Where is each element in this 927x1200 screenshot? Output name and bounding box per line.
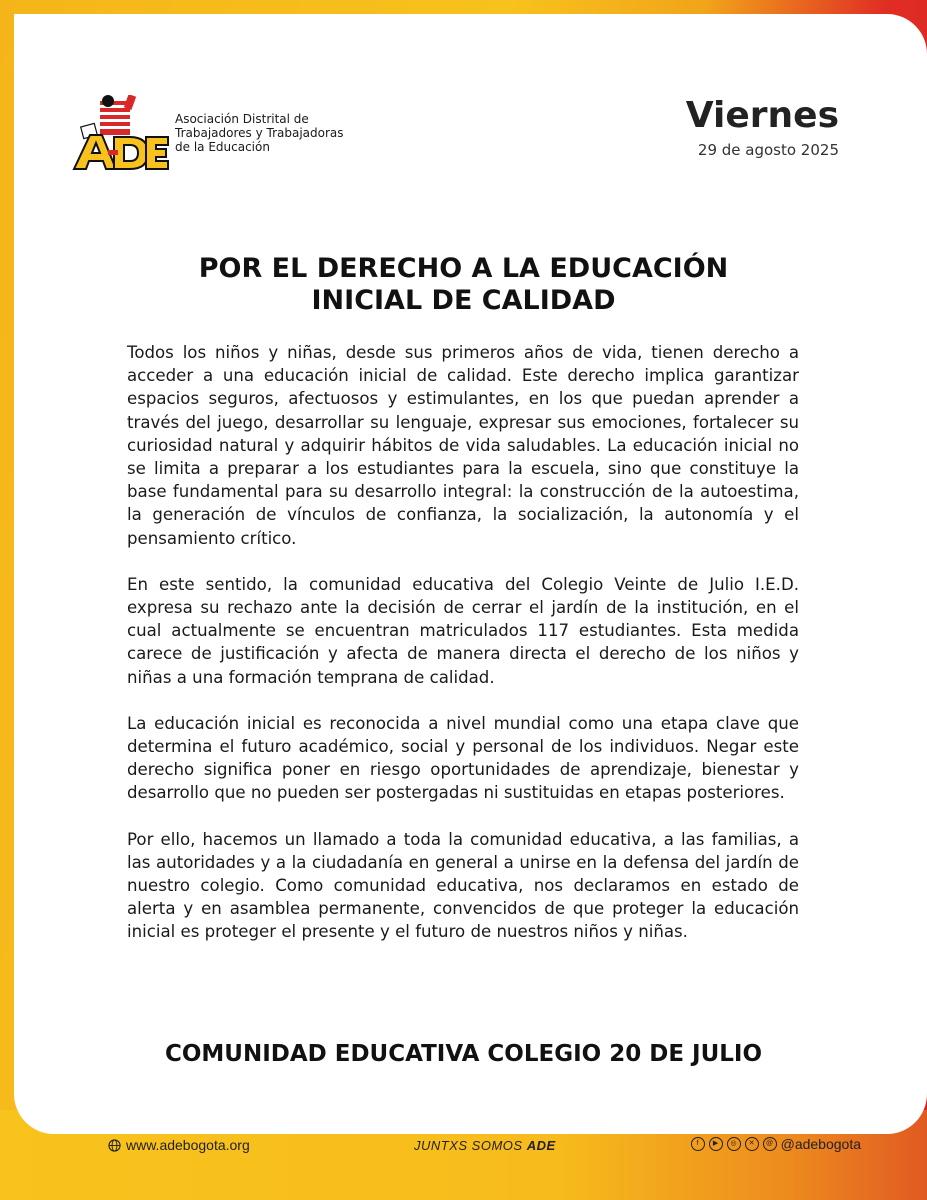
date: 29 de agosto 2025: [697, 141, 839, 159]
social-handle[interactable]: @adebogota: [780, 1136, 861, 1152]
paragraph-4: Por ello, hacemos un llamado a toda la comunidad educativa, a las familias, a las autoridades y a la ciudadanía en general a unirse en la defensa del jardín de nuestro colegio. Como comunidad educativa, nos declaramos en estado de alerta y en asamblea permanente, convencidos de que proteger la educación inicial es proteger el presente y el futuro de nuestros niños y niñas.: [127, 829, 799, 942]
instagram-icon[interactable]: ◎: [727, 1137, 741, 1151]
globe-icon: [108, 1139, 121, 1152]
slogan-brand: ADE: [526, 1138, 556, 1153]
org-name-line-2: Trabajadores y Trabajadoras: [175, 126, 344, 140]
paragraph-1: Todos los niños y niñas, desde sus primeros años de vida, tienen derecho a acceder a una educación inicial de calidad. Este derecho implica garantizar espacios seguros, afectuosos y estimulantes, en los que puedan aprender a través del juego, desarrollar su lenguaje, expresar sus emociones, fortalecer su curiosidad natural y adquirir hábitos de vida saludables. La educación inicial no se limita a preparar a los estudiantes para la escuela, sino que constituye la base fundamental para su desarrollo integral: la construcción de la autoestima, la generación de vínculos de confianza, la socialización, la autonomía y el pensamiento crítico.: [127, 343, 799, 548]
org-name-line-1: Asociación Distrital de: [175, 112, 309, 126]
website-link[interactable]: [108, 1137, 250, 1153]
youtube-icon[interactable]: ▶: [709, 1137, 723, 1151]
weekday: Viernes: [685, 95, 839, 136]
closing-signature: COMUNIDAD EDUCATIVA COLEGIO 20 DE JULIO: [164, 1041, 763, 1067]
title-line-2: INICIAL DE CALIDAD: [311, 285, 616, 317]
organization-name: [175, 112, 375, 154]
x-icon[interactable]: ✕: [745, 1137, 759, 1151]
paragraph-3: La educación inicial es reconocida a nivel mundial como una etapa clave que determina el futuro académico, social y personal de los individuos. Negar este derecho significa poner en riesgo oportunidades de aprendizaje, bienestar y desarrollo que no pueden ser postergadas ni sustituidas en etapas posteriores.: [127, 713, 799, 803]
slogan-prefix: JUNTXS SOMOS: [414, 1138, 523, 1153]
title-line-1: POR EL DERECHO A LA EDUCACIÓN: [198, 253, 729, 285]
threads-icon[interactable]: @: [763, 1137, 777, 1151]
slogan: [414, 1138, 556, 1153]
document-body: [127, 341, 799, 967]
social-links: [691, 1136, 861, 1152]
org-name-line-3: de la Educación: [175, 140, 270, 154]
paragraph-2: En este sentido, la comunidad educativa del Colegio Veinte de Julio I.E.D. expresa su rechazo ante la decisión de cerrar el jardín de la institución, en el cual actualmente se encuentran matriculados 117 estudiantes. Esta medida carece de justificación y afecta de manera directa el derecho de los niños y niñas a una formación temprana de calidad.: [127, 574, 799, 687]
ade-logo: [70, 95, 170, 173]
facebook-icon[interactable]: f: [691, 1137, 705, 1151]
website-text: www.adebogota.org: [126, 1137, 250, 1153]
document-title: [100, 253, 827, 317]
